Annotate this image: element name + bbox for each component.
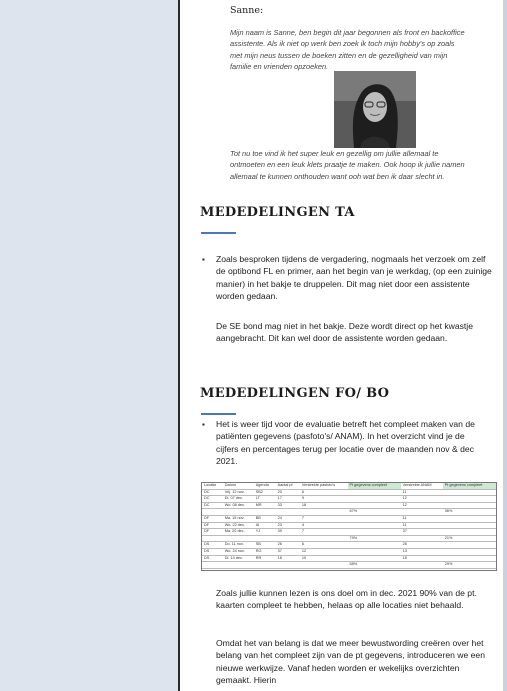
table-row <box>202 509 496 516</box>
table-cell <box>254 509 276 516</box>
table-row <box>202 535 496 542</box>
table-cell: 20 <box>276 489 300 496</box>
table-cell: Di. 07 dec. <box>223 496 254 503</box>
table-cell <box>223 562 254 569</box>
table-cell <box>443 555 496 562</box>
vertical-divider <box>178 0 180 691</box>
table-row <box>202 555 496 562</box>
table-cell <box>348 548 401 555</box>
table-header-cell: Verstrekte ANAM <box>401 483 443 489</box>
table-cell: DC <box>202 489 223 496</box>
ta-paragraph-1: Zoals besproken tijdens de vergadering, nogmaals het verzoek om zelf de optibond FL en primer, aan het begin van je werkdag, (op een zuinige manier) in het bakje te druppelen. Dit mag niet door een assistente worden gedaan. <box>216 254 492 301</box>
table-cell: Wo. 08 dec. <box>223 502 254 509</box>
table-cell: 26 <box>401 542 443 549</box>
table-cell <box>348 542 401 549</box>
table-cell <box>223 535 254 542</box>
heading-mededelingen-ta: MEDEDELINGEN TA <box>200 205 355 220</box>
table-cell: 24 <box>276 515 300 522</box>
table-cell: 58% <box>348 562 401 569</box>
table-row <box>202 515 496 522</box>
table-cell: DF <box>202 515 223 522</box>
portrait-image <box>334 71 416 148</box>
table-cell <box>300 509 348 516</box>
table-cell: DS <box>202 548 223 555</box>
table-cell: DC <box>202 496 223 503</box>
table-cell: DS <box>202 542 223 549</box>
table-cell <box>254 562 276 569</box>
table-cell: 10 <box>300 555 348 562</box>
table-cell: AI <box>254 522 276 529</box>
table-cell: 7 <box>300 515 348 522</box>
table-cell: 23 <box>276 522 300 529</box>
table-header-cell: Aantal pt <box>276 483 300 489</box>
table-row <box>202 502 496 509</box>
table-row <box>202 562 496 569</box>
left-margin-panel <box>0 0 178 691</box>
table-cell <box>223 509 254 516</box>
table-row <box>202 548 496 555</box>
profile-intro: Mijn naam is Sanne, ben begin dit jaar begonnen als front en backoffice assistente. Als ik niet op werk ben zoek ik toch mijn hobby's op zoals met mijn neus tussen de boeken zitten en de gezelligheid van mijn familie en vrienden opzoeken. <box>230 28 465 72</box>
table-cell <box>401 562 443 569</box>
table-cell: 6 <box>300 489 348 496</box>
table-cell <box>202 535 223 542</box>
bullet-marker: ▪ <box>202 420 205 429</box>
table-cell <box>443 515 496 522</box>
table-cell <box>348 489 401 496</box>
table-header-cell: Pt gegevens compleet <box>443 483 496 489</box>
table-cell: 11 <box>401 489 443 496</box>
table-row <box>202 489 496 496</box>
table-cell: DS <box>202 555 223 562</box>
table-cell <box>443 496 496 503</box>
table-cell <box>348 522 401 529</box>
table-row <box>202 529 496 536</box>
heading-mededelingen-fo-bo: MEDEDELINGEN FO/ BO <box>200 386 390 401</box>
table-cell: 9 <box>300 496 348 503</box>
table-cell: 12 <box>401 502 443 509</box>
table-cell <box>348 502 401 509</box>
table-cell <box>276 535 300 542</box>
table-cell: BB <box>254 515 276 522</box>
fo-paragraph-3: Omdat het van belang is dat we meer bewustwording creëren over het belang van het compleet zijn van de pt gegevens, introduceren we een nieuwe werkwijze. Vanaf heden worden er wekelijks overzichten gemaakt. Hierin <box>216 638 485 685</box>
table-header-cell: Datum <box>223 483 254 489</box>
table-cell <box>300 535 348 542</box>
table-cell: 37 <box>401 529 443 536</box>
table-cell <box>202 562 223 569</box>
bullet-marker: ▪ <box>202 255 205 264</box>
table-cell: 15 <box>401 555 443 562</box>
ta-paragraph-2: De SE bond mag niet in het bakje. Deze wordt direct op het kwastje aangebracht. Dit kan wel door de assistente worden gedaan. <box>216 321 473 344</box>
table-cell <box>254 535 276 542</box>
table-cell: 36% <box>443 509 496 516</box>
table-cell: RG <box>254 548 276 555</box>
table-cell: Wo. 24 nov. <box>223 548 254 555</box>
table-cell: MR <box>254 502 276 509</box>
table-cell: 29% <box>443 562 496 569</box>
table-cell: RR <box>254 555 276 562</box>
table-cell <box>401 535 443 542</box>
table-cell: 11 <box>401 522 443 529</box>
table-cell: 39 <box>276 529 300 536</box>
table-row <box>202 542 496 549</box>
table-cell: SB2 <box>254 489 276 496</box>
heading-underline <box>201 232 236 234</box>
table-cell <box>276 509 300 516</box>
table-cell: 33 <box>276 502 300 509</box>
evaluation-data-table <box>202 483 496 569</box>
evaluation-table <box>201 482 497 571</box>
table-cell <box>443 522 496 529</box>
table-cell: Wo. 22 dec. <box>223 522 254 529</box>
table-cell: 18 <box>300 502 348 509</box>
fo-paragraph-1: Het is weer tijd voor de evaluatie betreft het compleet maken van de patiënten gegevens (pasfoto's/ ANAM). In het overzicht vind je de cijfers en percentages terug per locatie over de maanden nov & dec 2021. <box>216 419 475 466</box>
table-cell: DF <box>202 529 223 536</box>
table-cell: DC <box>202 502 223 509</box>
table-cell: 26 <box>276 542 300 549</box>
heading-underline <box>201 413 236 415</box>
table-header-cell: Pt gegevens compleet <box>348 483 401 489</box>
table-cell: 67% <box>348 509 401 516</box>
table-cell <box>348 555 401 562</box>
table-cell: 37 <box>276 548 300 555</box>
fo-paragraph-2: Zoals jullie kunnen lezen is ons doel om in dec. 2021 90% van de pt. kaarten compleet te hebben, helaas op alle locaties niet behaald. <box>216 588 477 611</box>
table-cell <box>300 562 348 569</box>
table-cell: Ma. 15 nov. <box>223 515 254 522</box>
table-cell: 13 <box>401 548 443 555</box>
table-cell: 6 <box>300 542 348 549</box>
table-cell <box>443 542 496 549</box>
table-cell <box>443 489 496 496</box>
table-cell: LT <box>254 496 276 503</box>
table-cell <box>202 509 223 516</box>
table-cell: YJ <box>254 529 276 536</box>
table-cell: 11 <box>401 515 443 522</box>
table-header-cell: Agenda <box>254 483 276 489</box>
table-cell: Vrij. 12 nov. <box>223 489 254 496</box>
table-header-cell: Locatie <box>202 483 223 489</box>
table-cell: 7 <box>300 529 348 536</box>
profile-name: Sanne: <box>230 5 264 16</box>
table-cell: 12 <box>401 496 443 503</box>
table-cell <box>348 529 401 536</box>
table-cell <box>348 515 401 522</box>
profile-photo <box>334 71 416 148</box>
table-cell: 79% <box>348 535 401 542</box>
table-cell: 12 <box>300 548 348 555</box>
table-cell: 17 <box>276 496 300 503</box>
table-cell: SB <box>254 542 276 549</box>
table-cell: Do. 11 nov. <box>223 542 254 549</box>
table-cell <box>443 548 496 555</box>
table-row <box>202 522 496 529</box>
table-header-cell: Verstrekte pasfoto's <box>300 483 348 489</box>
table-row <box>202 496 496 503</box>
table-cell: Ma. 20 dec. <box>223 529 254 536</box>
table-cell: 4 <box>300 522 348 529</box>
table-cell: Di. 14 dec. <box>223 555 254 562</box>
table-cell <box>276 562 300 569</box>
table-cell <box>348 496 401 503</box>
table-cell <box>401 509 443 516</box>
table-cell <box>443 529 496 536</box>
page-edge <box>503 0 507 691</box>
profile-outro: Tot nu toe vind ik het super leuk en gezellig om jullie allemaal te ontmoeten en een leuk klets praatje te maken. Ook hoop ik jullie namen allemaal te kunnen onthouden want ooh wat ben ik daar slecht in. <box>230 149 465 181</box>
table-cell: 18 <box>276 555 300 562</box>
table-cell: DF <box>202 522 223 529</box>
table-cell: 21% <box>443 535 496 542</box>
table-cell <box>443 502 496 509</box>
